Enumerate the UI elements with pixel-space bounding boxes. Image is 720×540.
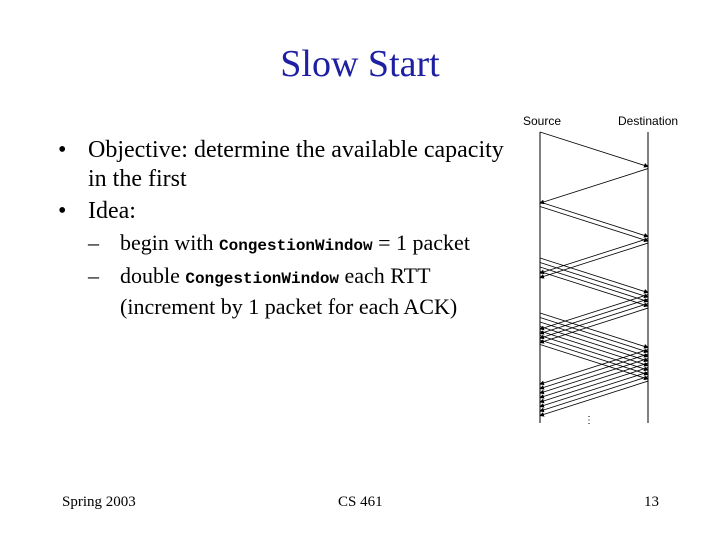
data-packet-arrow xyxy=(540,272,648,307)
bullet-objective-text: Objective: determine the available capacity in the first xyxy=(88,137,504,192)
data-packet-arrow xyxy=(540,263,648,298)
sub-bullet-begin-post: = 1 packet xyxy=(372,230,470,255)
dash-marker: – xyxy=(88,263,99,288)
code-congestion-window: CongestionWindow xyxy=(219,237,373,255)
sub-bullet-double xyxy=(88,262,518,320)
sub-bullet-begin-pre: begin with xyxy=(120,230,219,255)
data-packet-arrow xyxy=(540,202,648,237)
sub-bullet-begin xyxy=(88,229,518,260)
footer-date: Spring 2003 xyxy=(62,494,136,510)
code-congestion-window: CongestionWindow xyxy=(185,270,340,288)
data-packet-arrow xyxy=(540,132,648,167)
data-packet-arrow xyxy=(540,336,648,371)
data-packet-arrow xyxy=(540,322,648,357)
ack-arrow xyxy=(540,354,648,389)
bullet-idea xyxy=(58,197,518,226)
source-label: Source xyxy=(523,114,562,128)
data-packet-arrow xyxy=(540,258,648,293)
sub-bullet-double-pre: double xyxy=(120,263,186,288)
footer-course: CS 461 xyxy=(338,494,383,510)
bullet-idea-text: Idea: xyxy=(88,198,136,224)
dash-marker: – xyxy=(88,230,99,255)
data-packet-arrow xyxy=(540,313,648,348)
sub-bullet-double-post: each RTT (increment by 1 packet for each ACK) xyxy=(120,263,458,319)
ack-arrow xyxy=(540,295,648,330)
data-packet-arrow xyxy=(540,207,648,242)
bullet-objective xyxy=(58,136,518,194)
ack-arrow xyxy=(540,304,648,339)
ack-arrow xyxy=(540,363,648,398)
ack-arrow xyxy=(540,372,648,407)
ack-arrow xyxy=(540,350,648,385)
slow-start-timing-diagram xyxy=(512,108,692,428)
ack-arrow xyxy=(540,359,648,394)
slide-title: Slow Start xyxy=(280,43,440,85)
ack-arrow xyxy=(540,169,648,204)
ack-arrow xyxy=(540,368,648,403)
ack-arrow xyxy=(540,381,648,416)
ack-arrow xyxy=(540,377,648,412)
continuation-dots: ⋮ xyxy=(584,415,594,426)
sub-bullet-double-text xyxy=(120,262,518,320)
data-packet-arrow xyxy=(540,267,648,302)
packet-arrows xyxy=(540,132,648,416)
data-packet-arrow xyxy=(540,318,648,353)
data-packet-arrow xyxy=(540,331,648,366)
bullet-list xyxy=(58,136,518,320)
ack-arrow xyxy=(540,299,648,334)
footer-page-number: 13 xyxy=(644,494,659,510)
ack-arrow xyxy=(540,308,648,343)
data-packet-arrow xyxy=(540,327,648,362)
destination-label: Destination xyxy=(618,114,679,128)
bullet-marker: • xyxy=(58,198,67,224)
data-packet-arrow xyxy=(540,340,648,375)
bullet-marker: • xyxy=(58,137,67,163)
sub-bullet-begin-text xyxy=(120,229,470,260)
data-packet-arrow xyxy=(540,345,648,380)
